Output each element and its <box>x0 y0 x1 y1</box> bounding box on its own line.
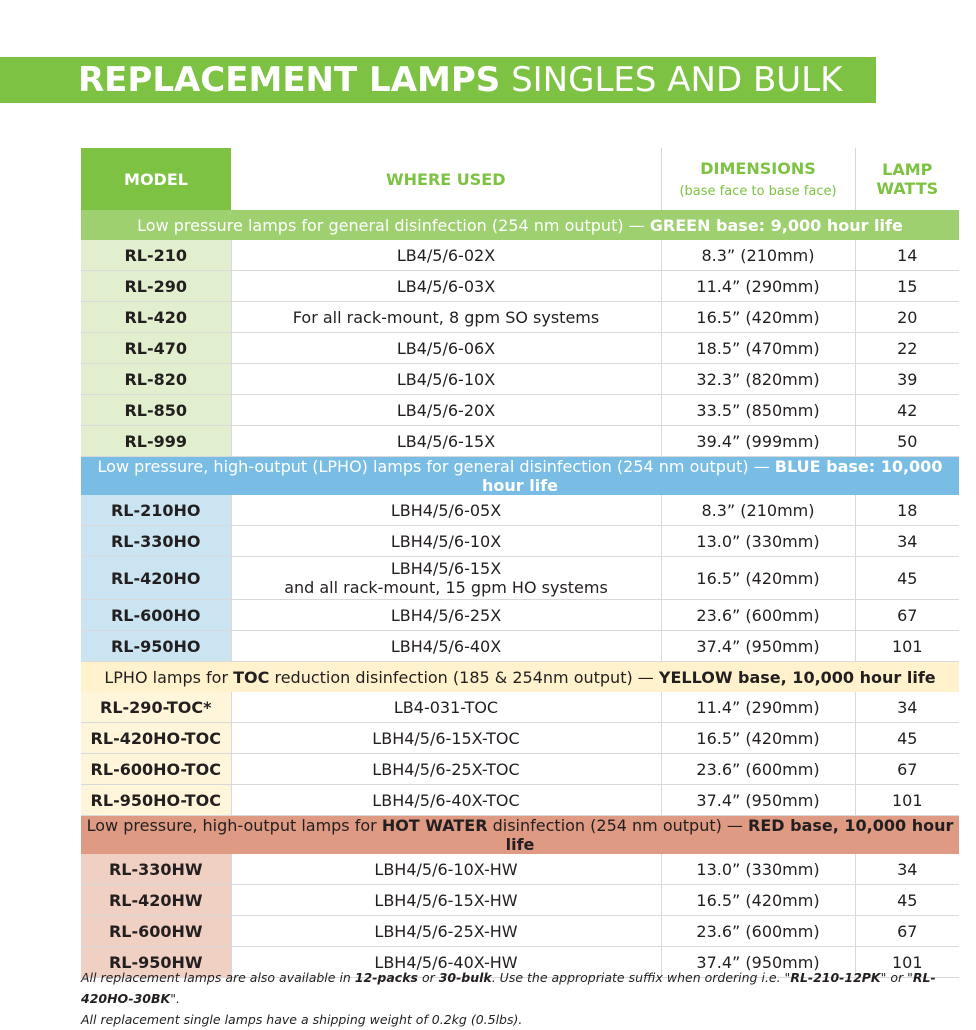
section-yellow <box>81 662 959 693</box>
watts-cell: 39 <box>855 364 959 395</box>
model-cell: RL-600HO <box>81 600 231 631</box>
watts-cell: 45 <box>855 885 959 916</box>
header-where-used: WHERE USED <box>385 169 506 189</box>
model-cell: RL-950HO-TOC <box>81 785 231 816</box>
dim-cell: 13.0” (330mm) <box>661 526 855 557</box>
footnote-bold: RL-210-12PK <box>790 970 881 985</box>
where-cell: LBH4/5/6-25X <box>231 600 661 631</box>
model-cell: RL-420HW <box>81 885 231 916</box>
watts-cell: 45 <box>855 557 959 600</box>
section-text: reduction disinfection (185 & 254nm output) — <box>269 667 659 687</box>
watts-cell: 67 <box>855 916 959 947</box>
where-cell: LBH4/5/6-15X-TOC <box>231 723 661 754</box>
watts-cell: 20 <box>855 302 959 333</box>
where-line-2: and all rack-mount, 15 gpm HO systems <box>284 578 608 597</box>
table-row <box>81 785 959 816</box>
watts-cell: 42 <box>855 395 959 426</box>
where-cell: LB4/5/6-10X <box>231 364 661 395</box>
header-row <box>81 148 959 210</box>
where-cell: LB4/5/6-15X <box>231 426 661 457</box>
table-row <box>81 526 959 557</box>
section-red <box>81 816 959 855</box>
dim-cell: 23.6” (600mm) <box>661 916 855 947</box>
watts-cell: 50 <box>855 426 959 457</box>
section-green <box>81 210 959 240</box>
footnote-text: " or " <box>880 970 913 985</box>
dim-cell: 16.5” (420mm) <box>661 723 855 754</box>
model-cell: RL-600HW <box>81 916 231 947</box>
where-cell: For all rack-mount, 8 gpm SO systems <box>231 302 661 333</box>
footnote-text: . Use the appropriate suffix when ordering i.e. " <box>491 970 791 985</box>
dim-cell: 13.0” (330mm) <box>661 854 855 885</box>
model-cell: RL-600HO-TOC <box>81 754 231 785</box>
model-cell: RL-210HO <box>81 495 231 526</box>
watts-cell: 34 <box>855 854 959 885</box>
table-row <box>81 495 959 526</box>
section-blue-label <box>81 457 959 496</box>
table-row <box>81 854 959 885</box>
table-row <box>81 916 959 947</box>
page-title <box>78 57 842 103</box>
section-green-label <box>81 210 959 240</box>
header-dimensions <box>661 148 855 210</box>
table-row <box>81 692 959 723</box>
section-text-bold: RED base, 10,000 hour life <box>505 816 954 854</box>
footnote-bold: 12-packs <box>354 970 418 985</box>
dim-cell: 16.5” (420mm) <box>661 302 855 333</box>
dim-cell: 16.5” (420mm) <box>661 557 855 600</box>
where-cell: LBH4/5/6-40X-HW <box>231 947 661 978</box>
footnote-bold: 30-bulk <box>438 970 492 985</box>
dim-cell: 16.5” (420mm) <box>661 885 855 916</box>
section-text: LPHO lamps for <box>104 667 234 687</box>
where-cell: LBH4/5/6-25X-HW <box>231 916 661 947</box>
where-cell: LB4/5/6-06X <box>231 333 661 364</box>
title-light: SINGLES AND BULK <box>511 60 843 100</box>
model-cell: RL-950HW <box>81 947 231 978</box>
section-text-bold: BLUE base: 10,000 hour life <box>481 457 943 495</box>
footnote-text: ". <box>170 991 180 1006</box>
watts-cell: 67 <box>855 754 959 785</box>
watts-cell: 101 <box>855 631 959 662</box>
where-cell: LBH4/5/6-10X-HW <box>231 854 661 885</box>
model-cell: RL-290-TOC* <box>81 692 231 723</box>
model-cell: RL-420HO <box>81 557 231 600</box>
model-cell: RL-999 <box>81 426 231 457</box>
header-watts: WATTS <box>876 179 939 198</box>
dim-cell: 11.4” (290mm) <box>661 692 855 723</box>
header-lamp-watts <box>855 148 959 210</box>
dim-cell: 33.5” (850mm) <box>661 395 855 426</box>
where-cell: LBH4/5/6-40X <box>231 631 661 662</box>
dim-cell: 37.4” (950mm) <box>661 947 855 978</box>
table-row <box>81 723 959 754</box>
section-text: Low pressure, high-output lamps for <box>86 816 382 835</box>
model-cell: RL-850 <box>81 395 231 426</box>
section-text-bold: TOC <box>233 667 270 687</box>
section-text-bold: YELLOW base, 10,000 hour life <box>658 667 936 687</box>
model-cell: RL-290 <box>81 271 231 302</box>
model-cell: RL-330HW <box>81 854 231 885</box>
where-cell: LBH4/5/6-05X <box>231 495 661 526</box>
footnote-line-2: All replacement single lamps have a shipping weight of 0.2kg (0.5lbs). <box>81 1012 523 1027</box>
watts-cell: 18 <box>855 495 959 526</box>
header-lamp: LAMP <box>882 160 933 179</box>
model-cell: RL-330HO <box>81 526 231 557</box>
where-cell: LBH4/5/6-10X <box>231 526 661 557</box>
footnote-text: or <box>417 970 439 985</box>
where-cell: LBH4/5/6-15X-HW <box>231 885 661 916</box>
model-cell: RL-210 <box>81 240 231 271</box>
section-text: disinfection (254 nm output) — <box>487 816 749 835</box>
footnote-text: All replacement lamps are also available in <box>81 970 355 985</box>
dim-cell: 8.3” (210mm) <box>661 240 855 271</box>
section-text: Low pressure lamps for general disinfection (254 nm output) — <box>137 215 650 235</box>
footnote-bold: RL-420HO-30BK <box>81 970 936 1006</box>
table-row <box>81 600 959 631</box>
dim-cell: 18.5” (470mm) <box>661 333 855 364</box>
watts-cell: 14 <box>855 240 959 271</box>
dim-cell: 11.4” (290mm) <box>661 271 855 302</box>
model-cell: RL-820 <box>81 364 231 395</box>
model-cell: RL-420HO-TOC <box>81 723 231 754</box>
title-bold: REPLACEMENT LAMPS <box>78 60 501 100</box>
where-cell: LB4/5/6-03X <box>231 271 661 302</box>
watts-cell: 15 <box>855 271 959 302</box>
table-row <box>81 395 959 426</box>
table-row <box>81 885 959 916</box>
where-line-1: LBH4/5/6-15X <box>390 559 502 578</box>
section-text-bold: GREEN base: 9,000 hour life <box>649 215 903 235</box>
where-cell: LB4/5/6-20X <box>231 395 661 426</box>
model-cell: RL-950HO <box>81 631 231 662</box>
section-text: Low pressure, high-output (LPHO) lamps for general disinfection (254 nm output) — <box>97 457 775 476</box>
where-cell: LBH4/5/6-40X-TOC <box>231 785 661 816</box>
table-row <box>81 302 959 333</box>
lamps-table <box>81 148 959 978</box>
table-row <box>81 557 959 600</box>
where-cell <box>231 557 661 600</box>
watts-cell: 34 <box>855 692 959 723</box>
header-model: MODEL <box>81 148 231 210</box>
footnote <box>81 967 971 1030</box>
dim-cell: 37.4” (950mm) <box>661 785 855 816</box>
dim-cell: 32.3” (820mm) <box>661 364 855 395</box>
dim-cell: 37.4” (950mm) <box>661 631 855 662</box>
watts-cell: 34 <box>855 526 959 557</box>
watts-cell: 67 <box>855 600 959 631</box>
footnote-line-1 <box>81 967 971 1009</box>
section-red-label <box>81 816 959 855</box>
table-row <box>81 333 959 364</box>
header-dimensions-sub: (base face to base face) <box>679 184 837 199</box>
section-blue <box>81 457 959 496</box>
table-row <box>81 240 959 271</box>
section-yellow-label <box>81 662 959 693</box>
where-cell: LBH4/5/6-25X-TOC <box>231 754 661 785</box>
dim-cell: 8.3” (210mm) <box>661 495 855 526</box>
watts-cell: 101 <box>855 785 959 816</box>
table-row <box>81 631 959 662</box>
table-row <box>81 754 959 785</box>
watts-cell: 101 <box>855 947 959 978</box>
table-row <box>81 271 959 302</box>
section-text-bold: HOT WATER <box>381 816 488 835</box>
table-row <box>81 426 959 457</box>
header-dimensions-label: DIMENSIONS <box>700 159 816 178</box>
where-cell: LB4-031-TOC <box>231 692 661 723</box>
table-row <box>81 364 959 395</box>
model-cell: RL-420 <box>81 302 231 333</box>
dim-cell: 39.4” (999mm) <box>661 426 855 457</box>
watts-cell: 22 <box>855 333 959 364</box>
where-cell: LB4/5/6-02X <box>231 240 661 271</box>
watts-cell: 45 <box>855 723 959 754</box>
model-cell: RL-470 <box>81 333 231 364</box>
dim-cell: 23.6” (600mm) <box>661 754 855 785</box>
dim-cell: 23.6” (600mm) <box>661 600 855 631</box>
